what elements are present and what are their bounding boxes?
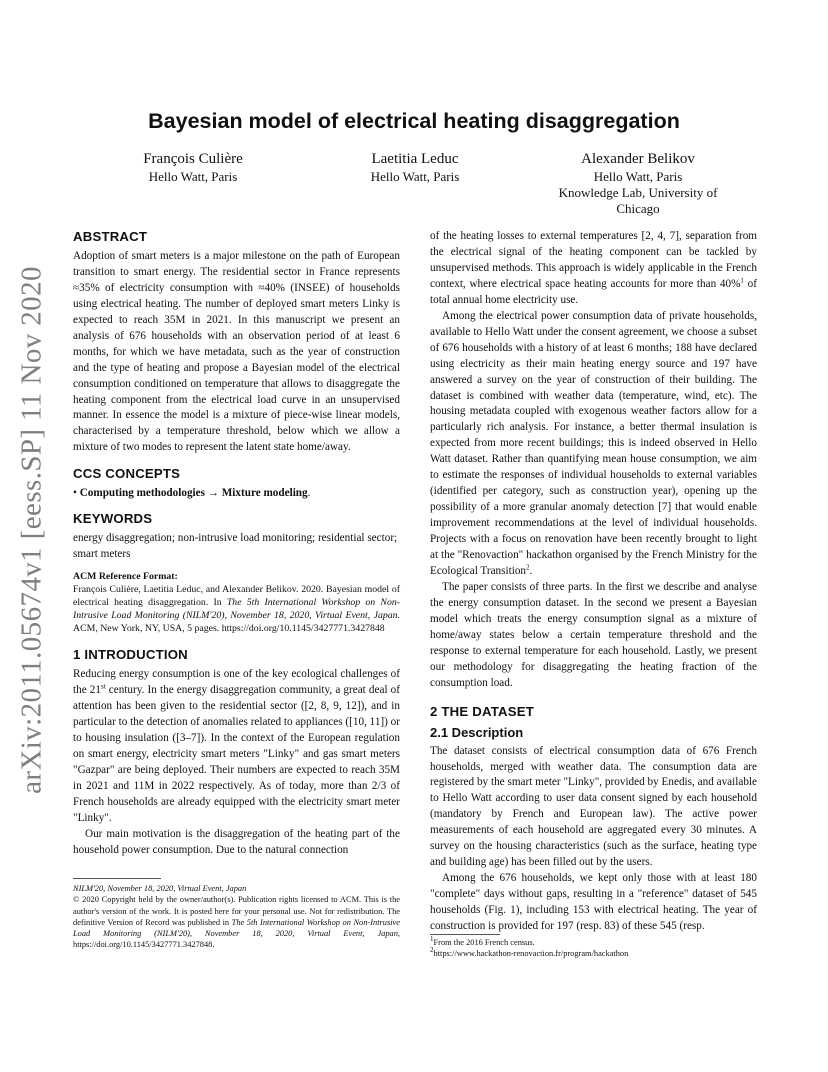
superscript: st [101, 682, 106, 691]
author-affiliation: Hello Watt, Paris Knowledge Lab, University of Chicago [558, 169, 718, 216]
acm-ref-venue: The 5th International Workshop on Non-Intrusive Load Monitoring (NILM'20), November 18, 2020, Virtual Event, Japan. [73, 597, 401, 622]
author-affiliation: Hello Watt, Paris [370, 169, 460, 184]
footnote-link: https://www.hackathon-renovaction.fr/program/hackathon [433, 949, 629, 959]
body-text: . [529, 565, 533, 578]
section-2-1-heading: 2.1 Description [430, 724, 524, 740]
keywords-text: energy disaggregation; non-intrusive load monitoring; residential sector; smart meters [73, 532, 398, 561]
author-name: Alexander Belikov [581, 151, 695, 167]
section-2-heading: 2 THE DATASET [430, 703, 534, 719]
acm-reference [73, 570, 400, 635]
right-paragraph-2 [430, 309, 757, 580]
footnote-rule [73, 878, 161, 879]
copyright-block [73, 883, 400, 951]
paper-title: Bayesian model of electrical heating disaggregation [148, 109, 680, 133]
author-1 [118, 151, 268, 185]
left-column [73, 229, 400, 859]
intro-paragraph-2: Our main motivation is the disaggregation of the heating part of the household power consumption. Due to the natural connection [73, 827, 400, 856]
author-name: François Culière [143, 151, 243, 167]
footnote-mark: 2 [430, 946, 434, 955]
copyright-doi: , https://doi.org/10.1145/3427771.3427848. [73, 929, 400, 950]
footnote-2 [430, 948, 757, 959]
abstract-text: Adoption of smart meters is a major milestone on the path of European transition to smart energy. The residential sector in France represents ≈35% of electricity consumption with ≈40% (INSEE) of households using electrical heating. The number of deployed smart meters Linky is expected to reach 35M in 2021. In this manuscript we present an analysis of 676 households with an observation period of at least 6 months, for which we have metadata, such as the year of construction and the type of heating and propose a Bayesian model of the electrical consumption conditioned on temperature that allows to disaggregate the heating component from the electrical load curve in an unsupervised manner. In essence the model is a mixture of piece-wise linear models, characterised by a temperature threshold, below which we allow a mixture of two modes to represent the latent state home/away. [73, 249, 400, 454]
body-text: of the heating losses to external temperatures [2, 4, 7], separation from the electrical signal of the heating component can be tackled by unsupervised methods. This approach is widely applicable in the French context, where electrical space heating accounts for more than 40% [430, 230, 757, 290]
copyright-venue: NILM'20, November 18, 2020, Virtual Event, Japan [73, 884, 247, 893]
dataset-paragraph-2: Among the 676 households, we kept only those with at least 180 "complete" days without gaps, resulting in a "reference" dataset of 545 households (Fig. 1), including 153 with electrical heating. The year of construction is provided for 197 (resp. 83) of these 545 (resp. [430, 872, 757, 933]
copyright-text [73, 894, 400, 950]
right-paragraph-1 [430, 229, 757, 309]
keywords-heading: KEYWORDS [73, 511, 153, 527]
ccs-concepts [73, 486, 400, 502]
footnotes [430, 937, 757, 960]
acm-ref-text [73, 583, 400, 635]
body-text: Among the electrical power consumption data of private households, available to Hello Watt under the consent agreement, we choose a subset of 676 households with a history of at least 6 months; 188 have declared using electricity as their main heating energy source and 197 have answered a survey on the year of construction of their building. The dataset is combined with weather data (temperature, wind, etc). The housing metadata coupled with exogenous weather factors allow for a particularly rich analysis. For instance, a better thermal insulation is expected from more recent buildings; this is indeed observed in Hello Watt dataset. Rather than quantifying mean house consumption, we aim to estimate the responses of individual households to external variables (identified per category, such as construction year), opening up the possibility of a more granular anomaly detection [7] that would enable improvement recommendations at the level of individual households. Projects with a focus on renovation have been recently brought to light at the "Renovaction" hackathon organised by the French Ministry for the Ecological Transition [430, 309, 757, 578]
ccs-item: Computing methodologies → Mixture modeling [79, 487, 308, 500]
ccs-bullet: • [73, 487, 77, 500]
abstract-heading: ABSTRACT [73, 229, 148, 244]
arxiv-watermark [6, 266, 58, 794]
footnote-text: From the 2016 French census. [433, 938, 535, 947]
intro-text: century. In the energy disaggregation community, a great deal of attention has been given to the residential sector ([2, 8, 9, 12]), and in particular to the detection of anomalies related to appliances ([10, 11]) or to housing insulation ([3–7]). In the context of the European regulation on smart energy, electricity smart meters "Linky" and gas smart meters "Gazpar" are being deployed. Their numbers are expected to reach 35M in 2021 and 11M in 2022 respectively. As of today, more than 2/3 of French households are already equipped with the electricity smart meter "Linky". [73, 684, 401, 824]
body-text: of total annual home electricity use. [430, 277, 757, 306]
acm-ref-heading: ACM Reference Format: [73, 571, 178, 583]
footnote-mark: 2 [526, 563, 530, 572]
dataset-paragraph-1: The dataset consists of electrical consumption data of 676 French households, merged with weather data. The consumption data are registered by the smart meter "Linky", provided by Enedis, and available to Hello Watt according to user data consent signed by each household (mandatory by French and European law). The active power measurements of each household are aggregated every 30 minutes. A survey on the housing characteristics (such as the surface, heating type and building age) has been filled out by the users. [430, 744, 757, 869]
footnote-rule [430, 934, 500, 935]
acm-ref-authors: François Culière, Laetitia Leduc, and Alexander Belikov. 2020. Bayesian model of electrical heating disaggregation. In [73, 584, 400, 609]
author-name: Laetitia Leduc [371, 151, 459, 167]
acm-ref-publisher: ACM, New York, NY, USA, 5 pages. https://doi.org/10.1145/3427771.3427848 [73, 623, 385, 635]
ccs-period: . [307, 487, 311, 500]
footnote-1 [430, 937, 757, 948]
arxiv-id: arXiv:2011.05674v1 [eess.SP] 11 Nov 2020 [15, 266, 48, 794]
right-paragraph-3: The paper consists of three parts. In the first we describe and analyse the energy consumption dataset. In the second we present a Bayesian model which treats the energy consumption signal as a mixture of home/away states below a certain temperature threshold and the response to external temperature for each household. Lastly, we present our methodology for disaggregating the heating fraction of the consumption load. [430, 580, 757, 689]
right-column [430, 229, 757, 935]
author-2 [340, 151, 490, 185]
footnote-mark: 1 [740, 276, 744, 285]
copyright-line: © 2020 Copyright held by the owner/author(s). Publication rights licensed to ACM. This is the author's version of the work. It is posted here for your personal use. Not for redistribution. The definitive Version of Record was published in [73, 895, 400, 927]
copyright-venue-long: The 5th International Workshop on Non-Intrusive Load Monitoring (NILM'20), November 18, 2020, Virtual Event, Japan [73, 917, 400, 939]
author-3 [548, 151, 728, 217]
intro-text: Reducing energy consumption is one of the key ecological challenges of the 21 [73, 668, 400, 697]
ccs-heading: CCS CONCEPTS [73, 466, 181, 482]
author-affiliation: Hello Watt, Paris [148, 169, 238, 184]
footnote-mark: 1 [430, 935, 434, 944]
intro-heading: 1 INTRODUCTION [73, 647, 188, 663]
intro-paragraph-1 [73, 667, 400, 827]
